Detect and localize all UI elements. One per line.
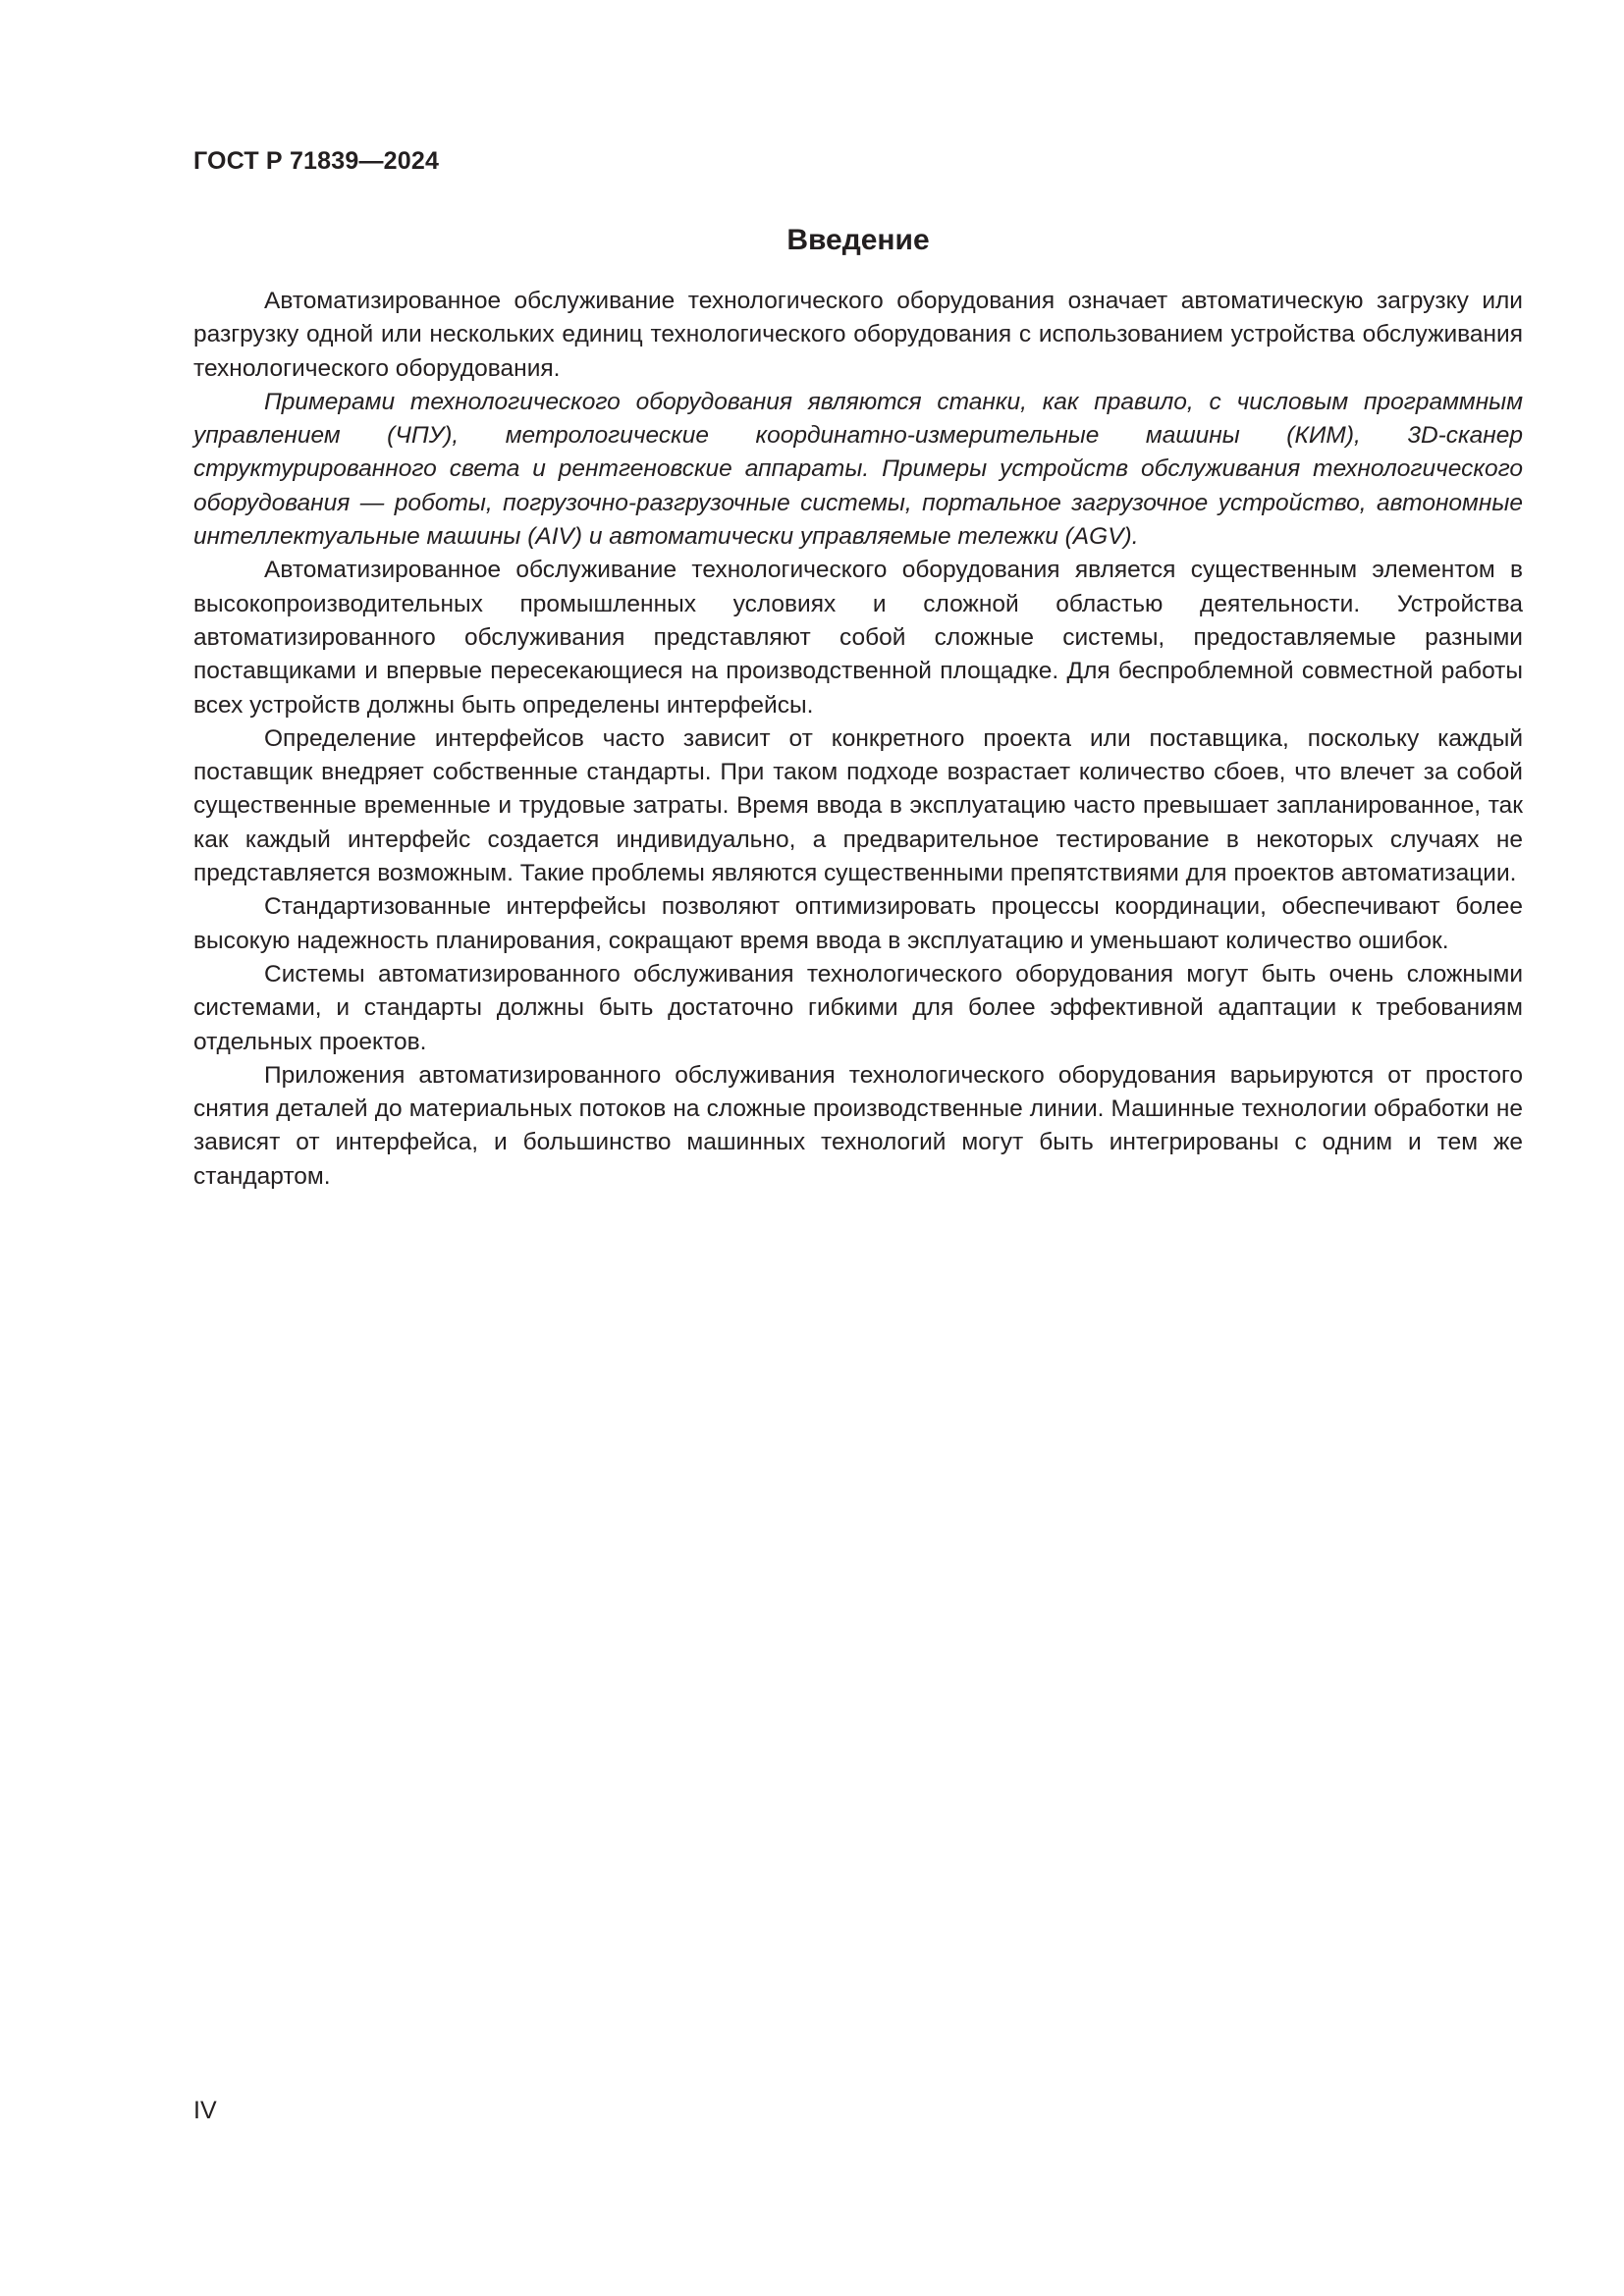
page-number: IV	[193, 2097, 217, 2124]
section-title: Введение	[786, 224, 930, 256]
paragraph-system-complexity: Системы автоматизированного обслуживания технологического оборудования могут быть очень сложными системами, и стандарты должны быть достаточно гибкими для более эффективной адаптации к требованиям отдельных проектов.	[193, 960, 1523, 1055]
document-body	[193, 285, 1523, 1194]
document-header-code: ГОСТ Р 71839—2024	[193, 147, 440, 175]
paragraph-definition: Автоматизированное обслуживание технологического оборудования означает автоматическую загрузку или разгрузку одной или нескольких единиц технологического оборудования с использованием устройства обслуживания технологического оборудования.	[193, 288, 1523, 382]
paragraph-standardized-interfaces: Стандартизованные интерфейсы позволяют оптимизировать процессы координации, обеспечивают более высокую надежность планирования, сокращают время ввода в эксплуатацию и уменьшают количество ошибок.	[193, 893, 1523, 954]
paragraph-interface-definition: Определение интерфейсов часто зависит от конкретного проекта или поставщика, поскольку каждый поставщик внедряет собственные стандарты. При таком подходе возрастает количество сбоев, что влечет за собой существенные временные и трудовые затраты. Время ввода в эксплуатацию часто превышает запланированное, так как каждый интерфейс создается индивидуально, а предварительное тестирование в некоторых случаях не представляется возможным. Такие проблемы являются существенными препятствиями для проектов автоматизации.	[193, 724, 1523, 887]
paragraph-applications: Приложения автоматизированного обслуживания технологического оборудования варьируются от простого снятия деталей до материальных потоков на сложные производственные линии. Машинные технологии обработки не зависят от интерфейса, и большинство машинных технологий могут быть интегрированы с одним и тем же стандартом.	[193, 1061, 1523, 1190]
paragraph-importance: Автоматизированное обслуживание технологического оборудования является существенным элементом в высокопроизводительных промышленных условиях и сложной областью деятельности. Устройства автоматизированного обслуживания представляют собой сложные системы, предоставляемые разными поставщиками и впервые пересекающиеся на производственной площадке. Для беспроблемной совместной работы всех устройств должны быть определены интерфейсы.	[193, 557, 1523, 719]
paragraph-examples: Примерами технологического оборудования являются станки, как правило, с числовым программным управлением (ЧПУ), метрологические координатно-измерительные машины (КИМ), 3D-сканер структурированного света и рентгеновские аппараты. Примеры устройств обслуживания технологического оборудования — роботы, погрузочно-разгрузочные системы, портальное загрузочное устройство, автономные интеллектуальные машины (AIV) и автоматически управляемые тележки (AGV).	[193, 388, 1523, 551]
